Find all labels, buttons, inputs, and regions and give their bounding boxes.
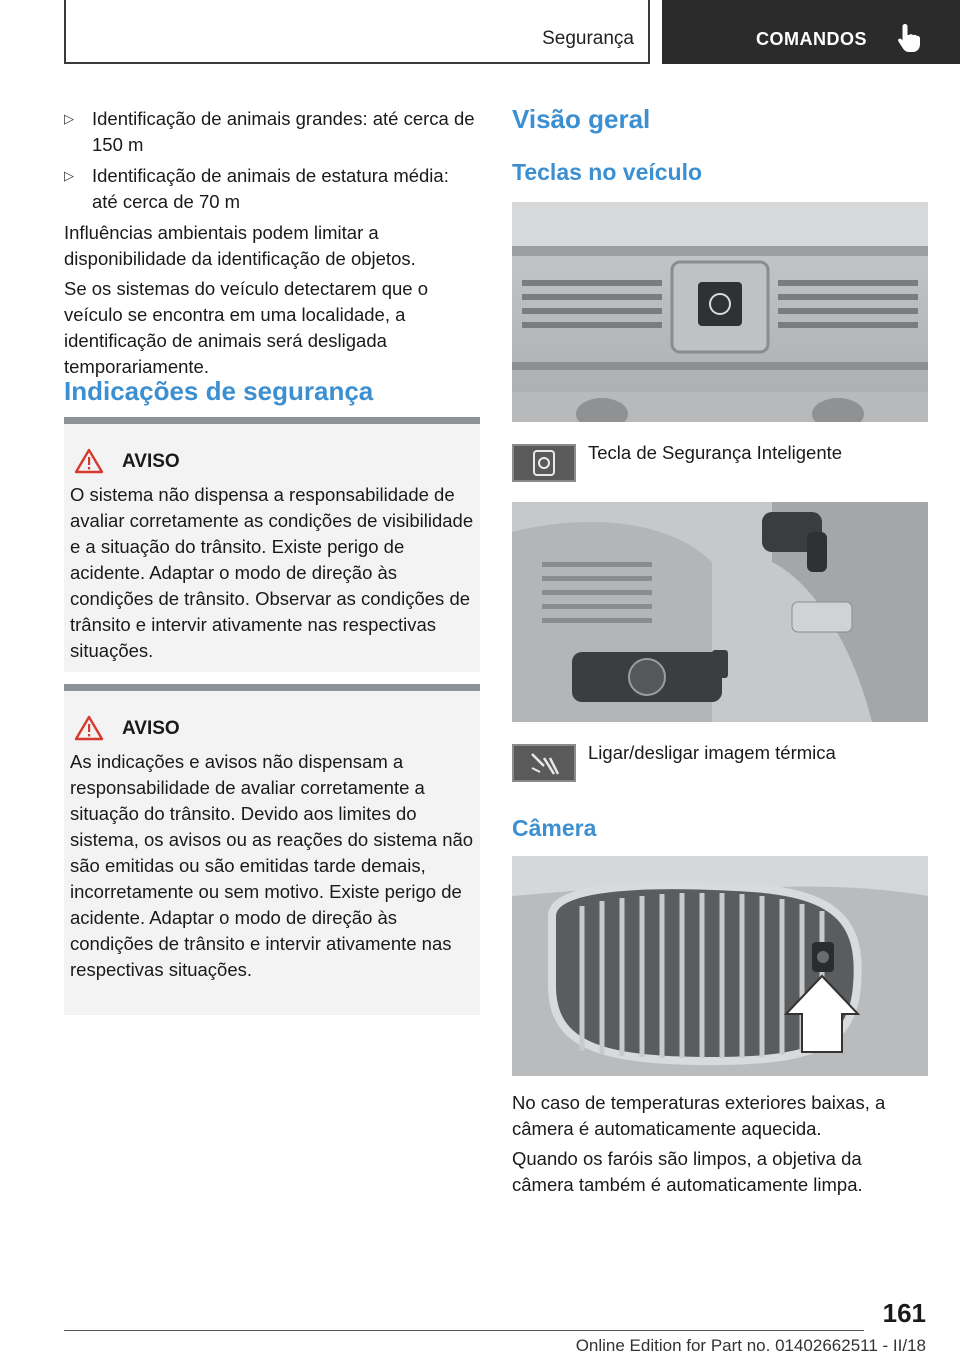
camera-heading: Câmera [512,815,597,841]
triangle-bullet-icon: ▷ [64,111,74,126]
warning-text: O sistema não dispensa a responsabilidade de avaliar corretamente as condições de visibilidade e a situação do trânsito. Existe perigo de acidente. Adaptar o modo de direção às condições de trânsito. Observar as condições de trânsito e intervir ativamente nas respectivas situações. [70,484,474,661]
header-section-box [64,0,650,64]
header-chapter-box [662,0,960,64]
warning-triangle-icon [74,715,104,741]
shield-car-icon [514,446,574,480]
caption-night-vision: Ligar/desligar imagem térmica [588,742,836,763]
footer-divider [64,1330,864,1331]
paragraph-camera-cleaning: Quando os faróis são limpos, a objetiva da câmera também é automaticamente limpa. [512,1148,863,1195]
safety-heading: Indicações de segurança [64,376,374,406]
warning-text: As indicações e avisos não dispensam a responsabilidade de avaliar corretamente a situação do trânsito. Devido aos limites do sistema, os avisos ou as reações do sistema não são emitidas ou são emitidas tarde demais, incorretamente ou sem motivo. Existe perigo de acidente. Adaptar o modo de direção às condições de trânsito e intervir ativamente nas respectivas situações. [70,751,474,980]
grille-photo [512,856,928,1076]
triangle-bullet-icon: ▷ [64,168,74,183]
paragraph-environment: Influências ambientais podem limitar a disponibilidade da identificação de objetos. [64,222,416,269]
kidney-grille-camera-image [512,856,928,1076]
steering-area-photo [512,502,928,722]
warning-title: AVISO [122,718,180,739]
warning-box [64,684,480,1015]
keys-heading: Teclas no veículo [512,159,703,185]
light-switch-panel-image [512,502,928,722]
warning-box [64,417,480,672]
night-vision-button-image [512,744,576,782]
warning-title: AVISO [122,451,180,472]
dashboard-photo [512,202,928,422]
paragraph-locality: Se os sistemas do veículo detectarem que o veículo se encontra em uma localidade, a identificação de animais será desligada temporariamente. [64,278,429,377]
safety-button-image [512,444,576,482]
section-title: Segurança [542,28,634,49]
warning-triangle-icon [74,448,104,474]
paragraph-camera-heating: No caso de temperaturas exteriores baixas, a câmera é automaticamente aquecida. [512,1092,886,1139]
night-vision-icon [514,746,574,780]
page-number: 161 [882,1298,926,1328]
dashboard-vents-image [512,202,928,422]
pointing-hand-icon [896,22,922,54]
chapter-title: COMANDOS [756,29,867,49]
caption-safety-button: Tecla de Segurança Inteligente [588,442,843,463]
footer-edition: Online Edition for Part no. 01402662511 - II/18 [575,1336,926,1355]
overview-heading: Visão geral [512,104,651,134]
